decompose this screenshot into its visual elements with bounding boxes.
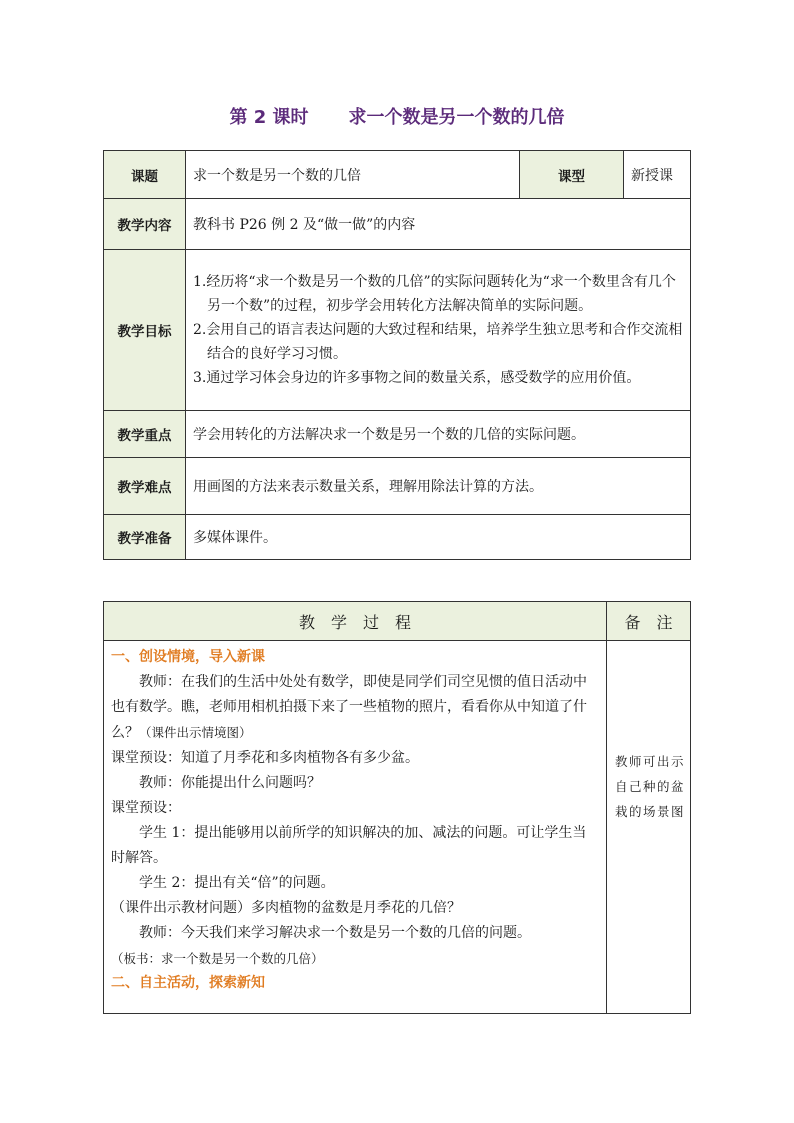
content-row: [104, 199, 691, 250]
section-heading: 一、创设情境，导入新课: [111, 649, 265, 665]
content-label: 教学内容: [104, 199, 186, 250]
content-value: 教科书 P26 例 2 及“做一做”的内容: [186, 199, 691, 250]
process-content: [104, 641, 607, 1014]
lesson-topic: 求一个数是另一个数的几倍: [348, 107, 565, 128]
courseware-note: （课件出示情境图）: [139, 725, 252, 740]
goal-item: 1.经历将“求一个数是另一个数的几倍”的实际问题转化为“求一个数里含有几个另一个数”的过程，初步学会用转化方法解决简单的实际问题。: [193, 274, 676, 314]
paragraph: （课件出示教材问题）多肉植物的盆数是月季花的几倍？: [111, 900, 461, 916]
note-header: 备 注: [607, 602, 691, 641]
page-title: [0, 103, 794, 129]
goal-item: 2.会用自己的语言表达问题的大致过程和结果，培养学生独立思考和合作交流相结合的良好学习习惯。: [193, 322, 683, 362]
goals-value: [186, 250, 691, 411]
paragraph: 教师：今天我们来学习解决求一个数是另一个数的几倍的问题。: [139, 925, 531, 941]
lesson-info-table: [103, 150, 691, 560]
key-row: [104, 411, 691, 458]
teaching-process-table: [103, 601, 691, 1014]
goals-label: 教学目标: [104, 250, 186, 411]
paragraph: 学生 1：提出能够用以前所学的知识解决的加、减法的问题。可让学生当时解答。: [111, 825, 587, 866]
process-header-row: [104, 602, 691, 641]
subject-value: 求一个数是另一个数的几倍: [186, 151, 520, 199]
subject-row: [104, 151, 691, 199]
remarks-cell: [607, 641, 691, 1014]
paragraph: 课堂预设：知道了月季花和多肉植物各有多少盆。: [111, 750, 419, 766]
goals-row: [104, 250, 691, 411]
remark-text: 教师可出示自己种的盆栽的场景图: [615, 754, 686, 819]
key-value: 学会用转化的方法解决求一个数是另一个数的几倍的实际问题。: [186, 411, 691, 458]
subject-label: 课题: [104, 151, 186, 199]
prep-label: 教学准备: [104, 515, 186, 560]
paragraph: 教师：你能提出什么问题吗？: [139, 775, 321, 791]
process-body-row: [104, 641, 691, 1014]
difficulty-value: 用画图的方法来表示数量关系，理解用除法计算的方法。: [186, 458, 691, 515]
section-heading: 二、自主活动，探索新知: [111, 975, 265, 991]
prep-value: 多媒体课件。: [186, 515, 691, 560]
key-label: 教学重点: [104, 411, 186, 458]
difficulty-row: [104, 458, 691, 515]
paragraph: 学生 2：提出有关“倍”的问题。: [139, 875, 335, 891]
difficulty-label: 教学难点: [104, 458, 186, 515]
blackboard-note: （板书：求一个数是另一个数的几倍）: [111, 951, 324, 966]
lesson-number: 第 2 课时: [229, 107, 309, 128]
type-value: 新授课: [624, 151, 691, 199]
paragraph: 教师：在我们的生活中处处有数学，即使是同学们司空见惯的值日活动中也有数学。瞧，老师用相机拍摄下来了一些植物的照片，看看你从中知道了什么？（课件出示情境图）: [111, 674, 587, 741]
type-label: 课型: [520, 151, 624, 199]
paragraph: 课堂预设：: [111, 800, 181, 816]
prep-row: [104, 515, 691, 560]
process-header: 教 学 过 程: [104, 602, 607, 641]
goal-item: 3.通过学习体会身边的许多事物之间的数量关系，感受数学的应用价值。: [193, 370, 641, 386]
